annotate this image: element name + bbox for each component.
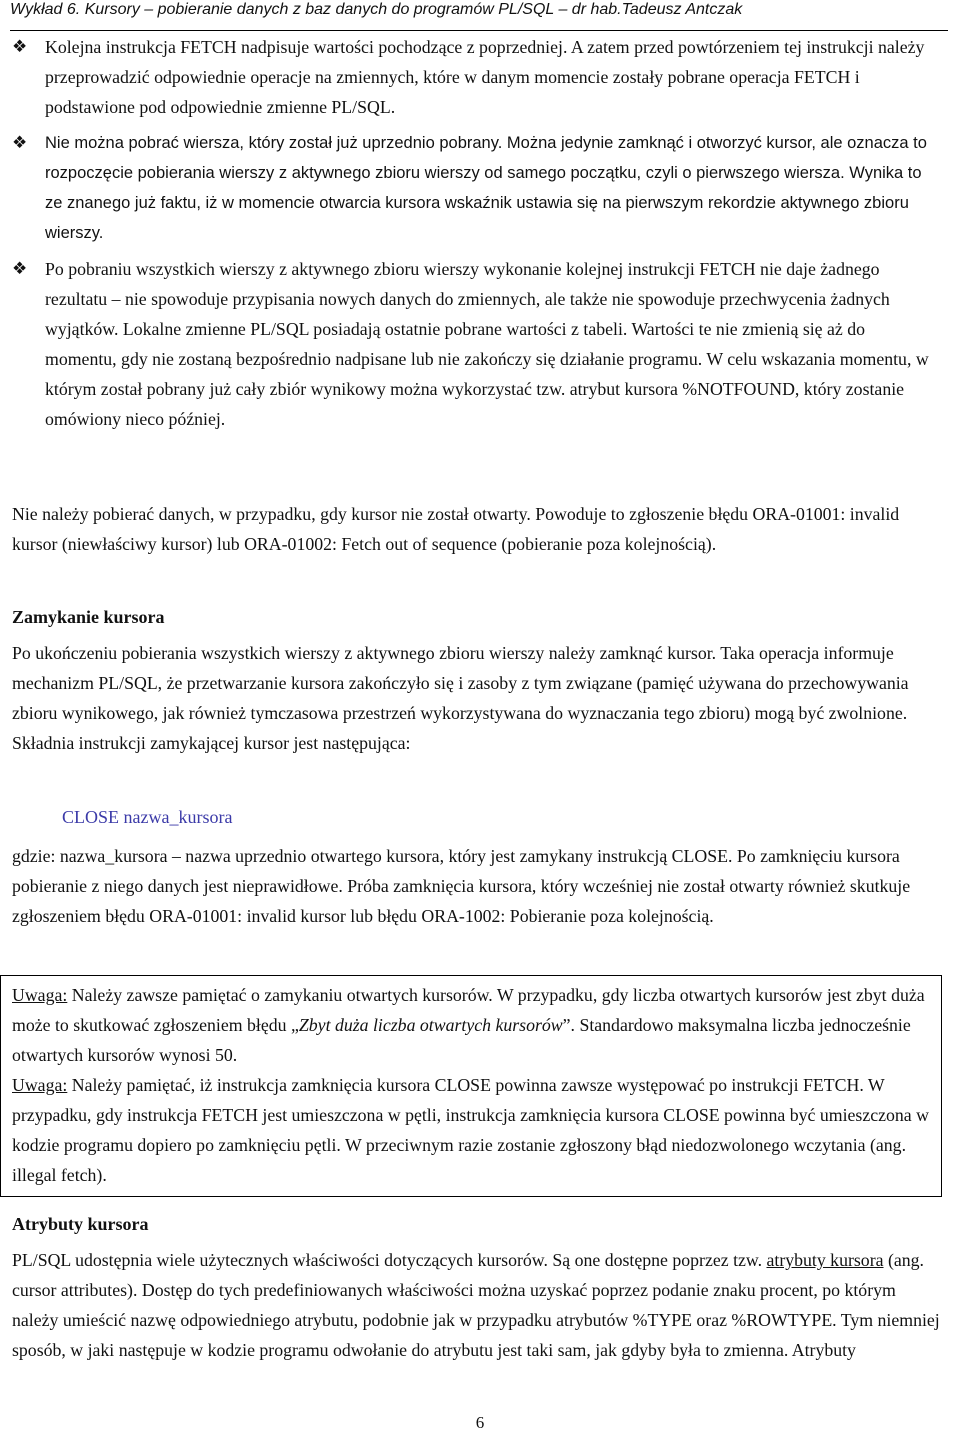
paragraph-closing-intro: Po ukończeniu pobierania wszystkich wierszy z aktywnego zbioru wierszy należy zamknąć kursor. Taka operacja informuje mechanizm PL/SQL, że przetwarzanie kursora zakończyło się i zasoby z tym związane (pamięć używana do przechowywania zbioru wynikowego, jak również tymczasowa przestrzeń wykorzystywana do wyznaczania tego zbioru) mogą być zwolnione. Składnia instrukcji zamykającej kursor jest następująca: <box>12 643 909 753</box>
bullet-item <box>12 32 940 122</box>
bullet-text: Po pobraniu wszystkich wierszy z aktywnego zbioru wierszy wykonanie kolejnej instrukcji FETCH nie daje żadnego rezultatu – nie spowoduje przypisania nowych danych do zmiennych, ale także nie spowoduje przechwycenia żadnych wyjątków. Lokalne zmienne PL/SQL posiadają ostatnie pobrane wartości z tabeli. Wartości te nie zmienią się aż do momentu, gdy nie zostaną bezpośrednio nadpisane lub nie zakończy się działanie programu. W celu wskazania momentu, w którym został pobrany już cały zbiór wynikowy można wykorzystać tzw. atrybut kursora %NOTFOUND, który zostanie omówiony nieco później. <box>45 259 929 429</box>
bullet-text: Kolejna instrukcja FETCH nadpisuje wartości pochodzące z poprzedniej. A zatem przed powtórzeniem tej instrukcji należy przeprowadzić odpowiednie operacje na zmiennych, które w danym momencie zostały pobrane operacja FETCH i podstawione pod odpowiednie zmienne PL/SQL. <box>45 37 925 117</box>
page-header: Wykład 6. Kursory – pobieranie danych z baz danych do programów PL/SQL – dr hab.Tadeusz Antczak <box>10 0 948 31</box>
diamond-bullet-icon: ❖ <box>12 37 28 56</box>
bullet-text: Nie można pobrać wiersza, który został już uprzednio pobrany. Można jedynie zamknąć i otworzyć kursor, ale oznacza to rozpoczęcie pobierania wierszy z aktywnego zbioru wierszy od samego początku, czyli o pierwszego wiersza. Wynika to ze znanego już faktu, iż w momencie otwarcia kursora wskaźnik ustawia się na pierwszym rekordzie aktywnego zbioru wierszy. <box>45 134 927 242</box>
bullet-list <box>12 32 940 440</box>
bullet-item <box>12 254 940 434</box>
paragraph-attributes: PL/SQL udostępnia wiele użytecznych właściwości dotyczących kursorów. Są one dostępne poprzez tzw. atrybuty kursora (ang. cursor attributes). Dostęp do tych predefiniowanych właściwości można uzyskać poprzez podanie znaku procent, po którym należy umieścić nazwę odpowiedniego atrybutu, podobnie jak w przypadku atrybutów %TYPE oraz %ROWTYPE. Tym niemniej sposób, w jaki następuje w kodzie programu odwołanie do atrybutu jest taki sam, jak gdyby była to zmienna. Atrybuty <box>12 1250 940 1360</box>
note-label: Uwaga: <box>12 985 68 1005</box>
section-heading-attributes: Atrybuty kursora <box>12 1214 149 1234</box>
diamond-bullet-icon: ❖ <box>12 259 28 278</box>
bullet-item <box>12 128 940 248</box>
page-number: 6 <box>475 1413 485 1432</box>
attributes-term-link[interactable]: atrybuty kursora <box>766 1250 884 1270</box>
paragraph-cursor-not-open: Nie należy pobierać danych, w przypadku, gdy kursor nie został otwarty. Powoduje to zgłoszenie błędu ORA-01001: invalid kursor (niewłaściwy kursor) lub ORA-01002: Fetch out of sequence (pobieranie poza kolejnością). <box>12 504 900 554</box>
note-paragraph: Uwaga: Należy pamiętać, iż instrukcja zamknięcia kursora CLOSE powinna zawsze występować po instrukcji FETCH. W przypadku, gdy instrukcja FETCH jest umieszczona w pętli, instrukcja zamknięcia kursora CLOSE powinna być umieszczona w kodzie programu dopiero po zamknięciu pętli. W przeciwnym razie zostanie zgłoszony błąd niedozwolonego wczytania (ang. illegal fetch). <box>12 1075 929 1185</box>
note-box <box>0 975 942 1197</box>
diamond-bullet-icon: ❖ <box>12 133 28 152</box>
note-paragraph: Uwaga: Należy zawsze pamiętać o zamykaniu otwartych kursorów. W przypadku, gdy liczba otwartych kursorów jest zbyt duża może to skutkować zgłoszeniem błędu „Zbyt duża liczba otwartych kursorów”. Standardowo maksymalna liczba jednocześnie otwartych kursorów wynosi 50. <box>12 985 925 1065</box>
note-label: Uwaga: <box>12 1075 68 1095</box>
code-close-syntax: CLOSE nazwa_kursora <box>62 807 233 827</box>
paragraph-closing-details: gdzie: nazwa_kursora – nazwa uprzednio otwartego kursora, który jest zamykany instrukcją CLOSE. Po zamknięciu kursora pobieranie z niego danych jest nieprawidłowe. Próba zamknięcia kursora, który wcześniej nie został otwarty również skutkuje zgłoszeniem błędu ORA-01001: invalid kursor lub błędu ORA-1002: Pobieranie poza kolejnością. <box>12 846 911 926</box>
error-message-quote: Zbyt duża liczba otwartych kursorów <box>298 1015 563 1035</box>
section-heading-closing: Zamykanie kursora <box>12 607 165 627</box>
